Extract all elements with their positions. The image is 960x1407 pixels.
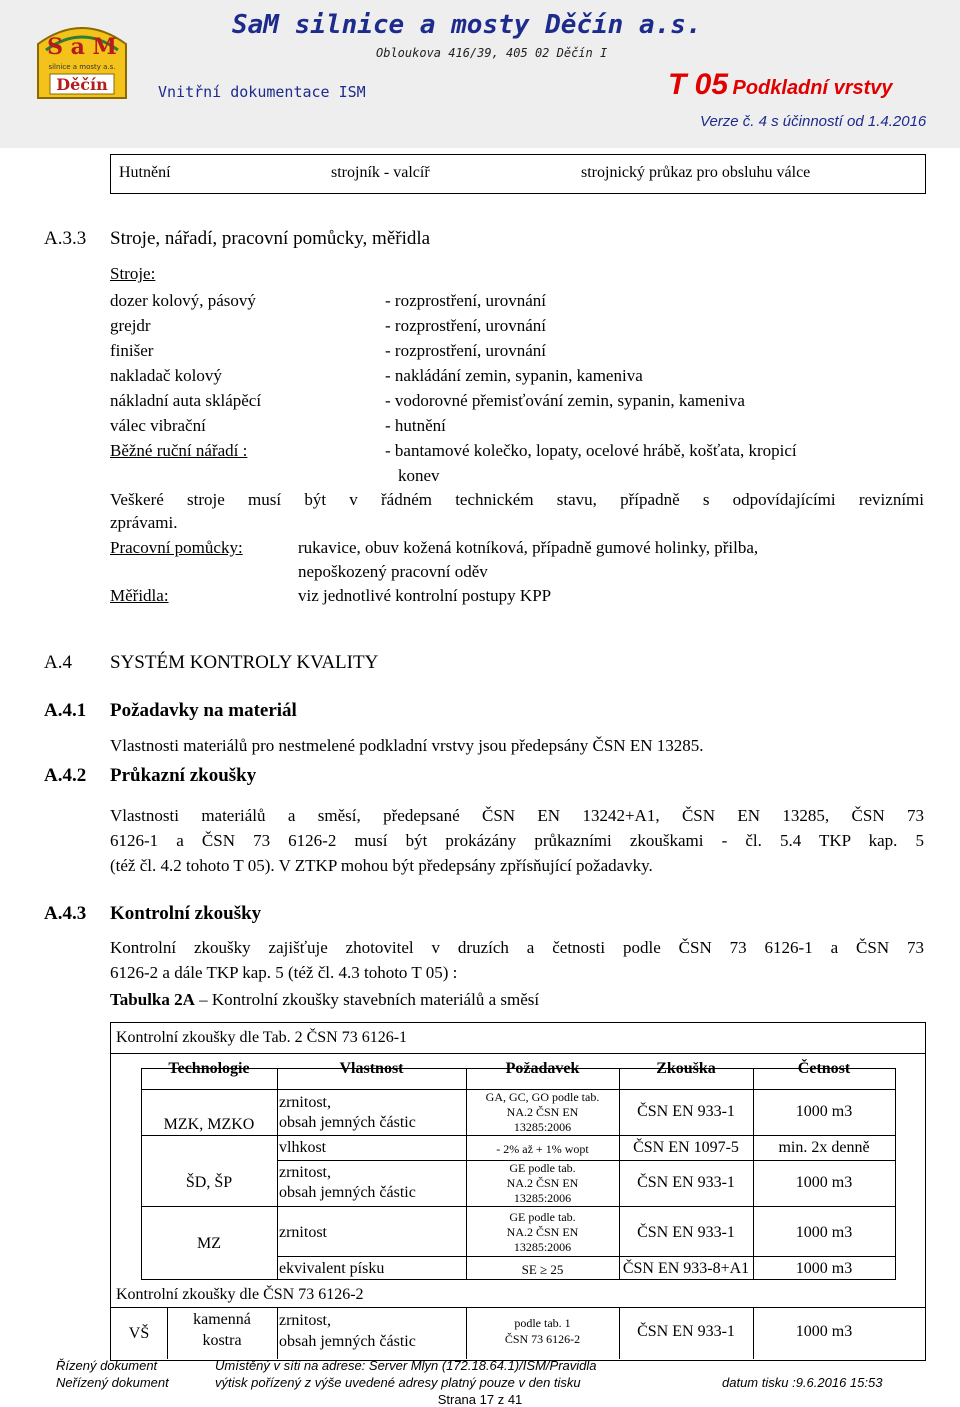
- property-cell: zrnitost,: [279, 1094, 331, 1111]
- svg-text:silnice a mosty a.s.: silnice a mosty a.s.: [48, 63, 116, 71]
- machine-use: - nakládání zemin, sypanin, kameniva: [385, 366, 643, 385]
- machine-use: - rozprostření, urovnání: [385, 341, 546, 360]
- role-qualification: strojnický průkaz pro obsluhu válce: [581, 164, 811, 181]
- frequency-cell: 1000 m3: [795, 1103, 853, 1120]
- requirement-cell: 13285:2006: [513, 1240, 572, 1254]
- property-cell: obsah jemných částic: [279, 1184, 416, 1201]
- requirement-cell: GA, GC, GO podle tab.: [485, 1090, 600, 1104]
- frequency-cell: 1000 m3: [795, 1174, 853, 1191]
- machine-use: - rozprostření, urovnání: [385, 316, 546, 335]
- footer-location: Umístěný v síti na adrese: Server Mlyn (172.18.64.1)/ISM/Pravidla: [215, 1358, 597, 1373]
- property-cell: zrnitost: [279, 1224, 327, 1241]
- column-header: Požadavek: [505, 1060, 580, 1077]
- doc-type: Vnitřní dokumentace ISM: [158, 83, 366, 101]
- test-cell: ČSN EN 933-1: [637, 1323, 735, 1340]
- doc-code-title: Podkladní vrstvy: [732, 77, 893, 99]
- property-cell: obsah jemných částic: [279, 1333, 416, 1350]
- test-cell: ČSN EN 933-1: [637, 1174, 735, 1191]
- table-group-title: Kontrolní zkoušky dle Tab. 2 ČSN 73 6126-1: [116, 1029, 408, 1046]
- requirement-cell: ČSN 73 6126-2: [504, 1332, 581, 1346]
- table-group-title: Kontrolní zkoušky dle ČSN 73 6126-2: [116, 1286, 364, 1303]
- section-text: 6126-2 a dále TKP kap. 5 (též čl. 4.3 tohoto T 05) :: [110, 963, 458, 982]
- footer-uncontrolled: Neřízený dokument: [56, 1375, 169, 1390]
- machines-note: Veškeré stroje musí být v řádném technickém stavu, případně s odpovídajícími revizními: [110, 490, 924, 509]
- machine-name: finišer: [110, 341, 154, 360]
- test-cell: ČSN EN 933-1: [637, 1224, 735, 1241]
- column-header: Technologie: [168, 1060, 250, 1077]
- aids-text-2: nepoškozený pracovní oděv: [298, 562, 488, 581]
- property-cell: obsah jemných částic: [279, 1114, 416, 1131]
- section-title: Stroje, nářadí, pracovní pomůcky, měřidla: [110, 228, 431, 249]
- section-text: 6126-1 a ČSN 73 6126-2 musí být prokázány průkazními zkouškami - čl. 5.4 TKP kap. 5: [110, 831, 924, 850]
- technology-cell: MZ: [197, 1235, 221, 1252]
- frequency-cell: min. 2x denně: [778, 1139, 870, 1156]
- doc-code-number: T 05: [668, 68, 729, 101]
- doc-code: [668, 68, 893, 102]
- hand-tools-label: Běžné ruční nářadí :: [110, 441, 248, 460]
- section-number: A.4.3: [44, 903, 87, 924]
- machine-name: dozer kolový, pásový: [110, 291, 256, 310]
- technology-subcell: kostra: [202, 1332, 242, 1349]
- gauges-label: Měřidla:: [110, 586, 169, 605]
- svg-text:S a M: S a M: [47, 34, 117, 60]
- machine-name: nakladač kolový: [110, 366, 222, 385]
- hand-tools-list: - bantamové kolečko, lopaty, ocelové hrábě, košťata, kropicí: [385, 441, 797, 460]
- hand-tools-continuation: konev: [398, 466, 440, 485]
- aids-label: Pracovní pomůcky:: [110, 538, 243, 557]
- requirement-cell: - 2% až + 1% wopt: [496, 1142, 589, 1156]
- requirement-cell: 13285:2006: [513, 1120, 572, 1134]
- section-number: A.4: [44, 652, 72, 673]
- aids-text: rukavice, obuv kožená kotníková, případně gumové holinky, přilba,: [298, 538, 759, 557]
- requirement-cell: 13285:2006: [513, 1191, 572, 1205]
- footer-print-note: výtisk pořízený z výše uvedené adresy platný pouze v den tisku: [215, 1375, 581, 1390]
- role-table-row: [110, 154, 926, 194]
- section-title: Kontrolní zkoušky: [110, 903, 262, 924]
- doc-version: Verze č. 4 s účinností od 1.4.2016: [700, 113, 927, 130]
- section-text: Kontrolní zkoušky zajišťuje zhotovitel v druzích a četnosti podle ČSN 73 6126-1 a ČSN 73: [110, 938, 924, 957]
- machine-name: nákladní auta sklápěcí: [110, 391, 262, 410]
- section-title: Průkazní zkoušky: [110, 765, 257, 786]
- requirement-cell: NA.2 ČSN EN: [506, 1176, 579, 1190]
- company-logo: [30, 14, 134, 102]
- column-header: Četnost: [797, 1060, 851, 1077]
- footer-print-date: datum tisku :9.6.2016 15:53: [722, 1375, 883, 1390]
- machine-use: - vodorovné přemisťování zemin, sypanin, kameniva: [385, 391, 745, 410]
- machine-use: - rozprostření, urovnání: [385, 291, 546, 310]
- machine-name: grejdr: [110, 316, 151, 335]
- control-tests-table: [110, 1022, 926, 1361]
- property-cell: ekvivalent písku: [279, 1260, 385, 1277]
- test-cell: ČSN EN 1097-5: [633, 1139, 739, 1156]
- section-title: SYSTÉM KONTROLY KVALITY: [110, 652, 379, 673]
- company-address: Obloukova 416/39, 405 02 Děčín I: [376, 46, 608, 60]
- table-caption-text: – Kontrolní zkoušky stavebních materiálů a směsí: [199, 990, 540, 1009]
- table-caption-label: Tabulka 2A: [110, 990, 195, 1009]
- section-title: Požadavky na materiál: [110, 700, 297, 721]
- machines-label: Stroje:: [110, 264, 156, 283]
- technology-subcell: kamenná: [193, 1311, 251, 1328]
- role-worker: strojník - valcíř: [331, 164, 430, 181]
- section-number: A.4.1: [44, 700, 87, 721]
- property-cell: zrnitost,: [279, 1312, 331, 1329]
- requirement-cell: GE podle tab.: [509, 1161, 576, 1175]
- machine-name: válec vibrační: [110, 416, 206, 435]
- column-header: Vlastnost: [339, 1060, 404, 1077]
- requirement-cell: SE ≥ 25: [521, 1262, 564, 1277]
- technology-cell: MZK, MZKO: [163, 1116, 255, 1133]
- technology-cell: VŠ: [128, 1325, 150, 1342]
- section-number: A.3.3: [44, 228, 87, 249]
- machines-note-end: zprávami.: [110, 513, 178, 532]
- technology-cell: ŠD, ŠP: [185, 1174, 233, 1191]
- table-caption: [110, 990, 539, 1010]
- requirement-cell: NA.2 ČSN EN: [506, 1105, 579, 1119]
- gauges-text: viz jednotlivé kontrolní postupy KPP: [298, 586, 552, 605]
- section-number: A.4.2: [44, 765, 87, 786]
- test-cell: ČSN EN 933-8+A1: [622, 1260, 750, 1277]
- role-activity: Hutnění: [119, 164, 171, 181]
- frequency-cell: 1000 m3: [795, 1224, 853, 1241]
- footer-controlled: Řízený dokument: [56, 1358, 158, 1373]
- requirement-cell: NA.2 ČSN EN: [506, 1225, 579, 1239]
- company-name: SaM silnice a mosty Děčín a.s.: [232, 10, 702, 40]
- section-text: (též čl. 4.2 tohoto T 05). V ZTKP mohou být předepsány zpřísňující požadavky.: [110, 856, 653, 875]
- property-cell: vlhkost: [279, 1139, 327, 1156]
- section-text: Vlastnosti materiálů pro nestmelené podkladní vrstvy jsou předepsány ČSN EN 13285.: [110, 736, 704, 755]
- column-header: Zkouška: [656, 1060, 716, 1077]
- property-cell: zrnitost,: [279, 1164, 331, 1181]
- test-cell: ČSN EN 933-1: [637, 1103, 735, 1120]
- requirement-cell: GE podle tab.: [509, 1210, 576, 1224]
- requirement-cell: podle tab. 1: [514, 1316, 571, 1330]
- machine-use: - hutnění: [385, 416, 446, 435]
- page-number: Strana 17 z 41: [437, 1392, 523, 1407]
- frequency-cell: 1000 m3: [795, 1260, 853, 1277]
- frequency-cell: 1000 m3: [795, 1323, 853, 1340]
- section-text: Vlastnosti materiálů a směsí, předepsané ČSN EN 13242+A1, ČSN EN 13285, ČSN 73: [110, 806, 924, 825]
- svg-text:Děčín: Děčín: [56, 75, 108, 94]
